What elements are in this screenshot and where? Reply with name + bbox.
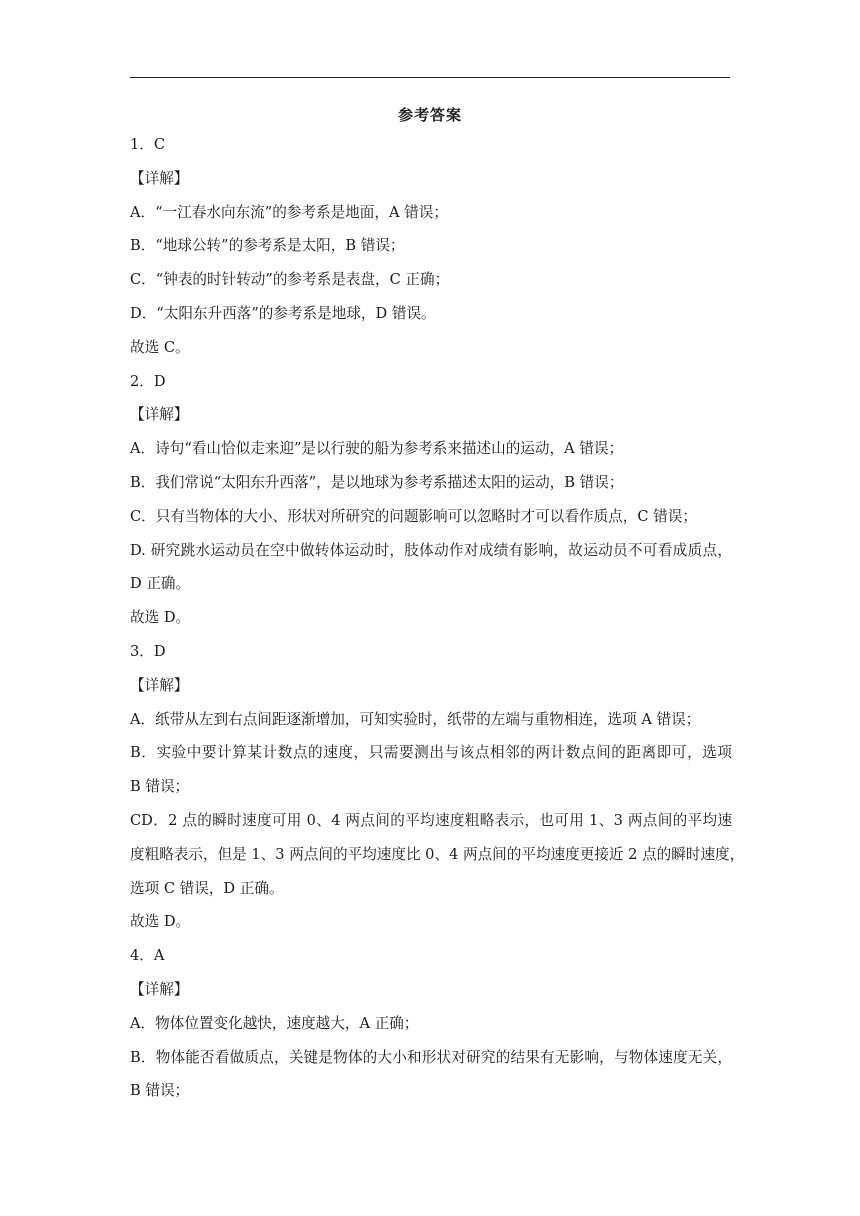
detail-heading: 【详解】 — [130, 169, 189, 187]
answer-number-4: 4．A — [130, 947, 165, 965]
explanation-line: B 错误； — [130, 778, 190, 796]
explanation-line: B．我们常说“太阳东升西落”，是以地球为参考系描述太阳的运动，B 错误； — [130, 473, 624, 491]
explanation-line: C．“钟表的时针转动”的参考系是表盘，C 正确； — [130, 271, 450, 289]
explanation-line: CD．2 点的瞬时速度可用 0、4 两点间的平均速度粗略表示，也可用 1、3 两点间的平均速 — [130, 811, 732, 829]
explanation-line: B．物体能否看做质点，关键是物体的大小和形状对研究的结果有无影响，与物体速度无关， — [130, 1048, 732, 1066]
explanation-line: B．实验中要计算某计数点的速度，只需要测出与该点相邻的两计数点间的距离即可，选项 — [130, 744, 732, 762]
explanation-line: B．“地球公转”的参考系是太阳，B 错误； — [130, 237, 405, 255]
answer-content — [130, 128, 745, 1108]
answer-number-1: 1．C — [130, 136, 166, 153]
answer-number-2: 2．D — [130, 372, 166, 390]
page-title: 参考答案 — [397, 106, 462, 124]
conclusion-line: 故选 C。 — [130, 338, 190, 356]
explanation-line: 度粗略表示，但是 1、3 两点间的平均速度比 0、4 两点间的平均速度更接近 2 点的瞬时速度， — [130, 845, 745, 863]
explanation-line: A．物体位置变化越快，速度越大，A 正确； — [130, 1014, 419, 1032]
explanation-line: B 错误； — [130, 1082, 190, 1100]
header-rule — [130, 77, 730, 78]
detail-heading: 【详解】 — [130, 676, 189, 694]
detail-heading: 【详解】 — [130, 406, 189, 424]
detail-heading: 【详解】 — [130, 980, 189, 998]
explanation-line: D 正确。 — [130, 575, 191, 593]
answer-number-3: 3．D — [130, 642, 166, 660]
conclusion-line: 故选 D。 — [130, 609, 191, 627]
explanation-line: A．诗句“看山恰似走来迎”是以行驶的船为参考系来描述山的运动，A 错误； — [130, 440, 624, 458]
explanation-line: 选项 C 错误，D 正确。 — [130, 879, 284, 897]
explanation-line: D．“太阳东升西落”的参考系是地球，D 错误。 — [130, 304, 436, 322]
explanation-line: D. 研究跳水运动员在空中做转体运动时，肢体动作对成绩有影响，故运动员不可看成质点， — [130, 541, 732, 559]
explanation-line: A．纸带从左到右点间距逐渐增加，可知实验时，纸带的左端与重物相连，选项 A 错误； — [130, 710, 701, 728]
explanation-line: A．“一江春水向东流”的参考系是地面，A 错误； — [130, 203, 448, 221]
conclusion-line: 故选 D。 — [130, 913, 191, 931]
explanation-line: C．只有当物体的大小、形状对所研究的问题影响可以忽略时才可以看作质点，C 错误； — [130, 507, 697, 525]
